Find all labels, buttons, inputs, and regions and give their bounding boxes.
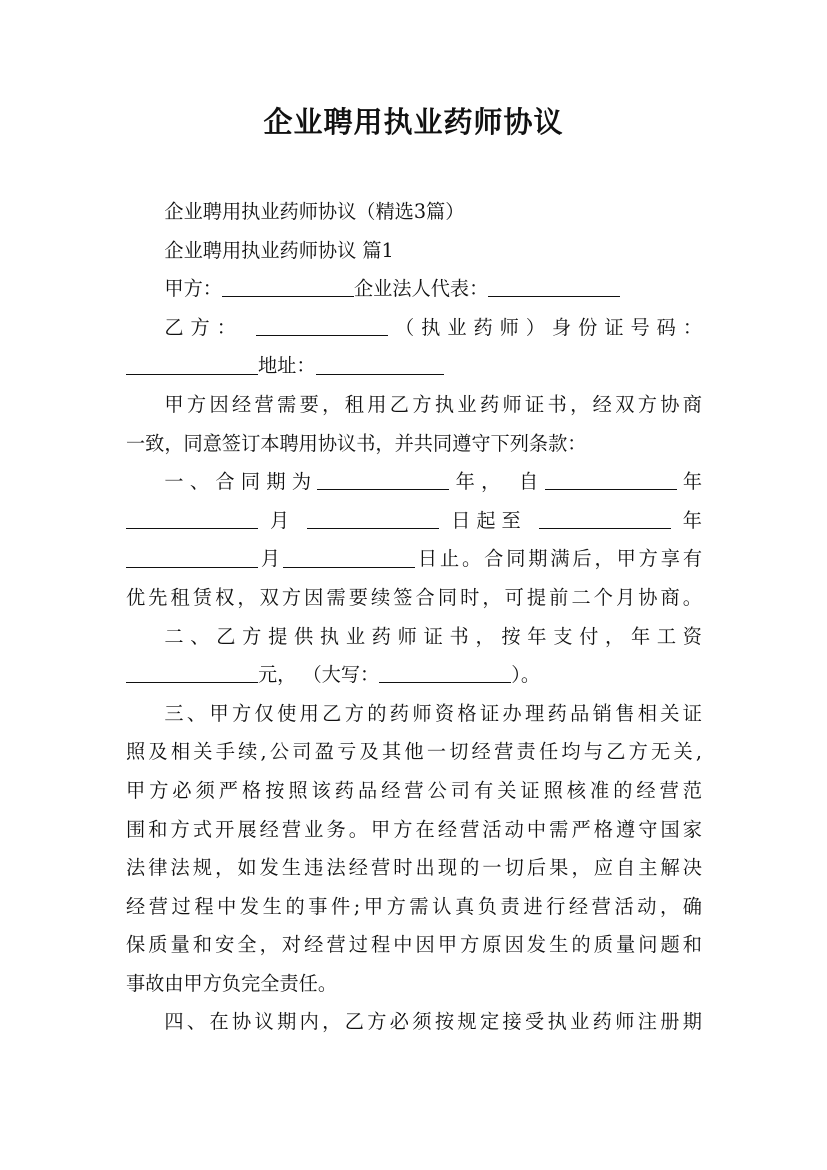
party-b-name-blank [256,316,388,336]
salary-capital-blank [379,663,511,683]
start-day-blank [307,509,439,529]
document-title: 企业聘用执业药师协议 [263,105,564,139]
legal-rep-blank [488,277,620,297]
clause-3-line-6: 经营过程中发生的事件;甲方需认真负责进行经营活动，确 [126,894,702,918]
clause-2-line-2: 元， （大写： ）。 [126,656,702,695]
clause-3-line-2: 照及相关手续,公司盈亏及其他一切经营责任均与乙方无关, [126,740,702,764]
id-number-blank [126,354,258,374]
clause-1-line-4: 优先租赁权，双方因需要续签合同时，可提前二个月协商。 [126,585,702,609]
party-a-line [126,270,702,309]
end-day-blank [283,547,415,567]
clause-1-line-2: 月 日起至 年 [126,502,702,541]
term-years-blank [317,470,449,490]
party-a-name-blank [222,277,354,297]
intro-line-2: 一致，同意签订本聘用协议书，并共同遵守下列条款： [126,431,587,455]
clause-1-line-1: 一、合同期为 年， 自 年 [164,470,703,494]
clause-3-line-7: 保质量和安全，对经营过程中因甲方原因发生的质量问题和 [126,933,702,957]
clause-3-line-1: 三、甲方仅使用乙方的药师资格证办理药品销售相关证 [164,701,702,725]
clause-4-line-1: 四、在协议期内，乙方必须按规定接受执业药师注册期 [164,1010,702,1034]
clause-1-line-3: 月 日止。合同期满后，甲方享有 [126,540,702,579]
start-month-blank [126,509,258,529]
pharmacist-id-label: （执业药师）身份证号码： [388,315,703,339]
clause-3-line-3: 甲方必须严格按照该药品经营公司有关证照核准的经营范 [126,778,702,802]
party-a-label: 甲方： [164,277,222,301]
clause-3-line-4: 围和方式开展经营业务。甲方在经营活动中需严格遵守国家 [126,817,702,841]
end-year-blank [539,509,671,529]
address-label: 地址： [258,354,316,378]
salary-blank [126,663,258,683]
clause-2-line-1: 二、乙方提供执业药师证书，按年支付，年工资 [164,624,702,648]
party-b-line [126,309,702,348]
subtitle: 企业聘用执业药师协议（精选3篇） [164,200,465,223]
start-year-blank [545,470,677,490]
party-b-label: 乙方： [164,315,243,339]
party-b-line-2 [126,347,702,386]
document-body [126,193,702,1042]
section-heading: 企业聘用执业药师协议 篇1 [164,238,394,262]
end-month-blank [126,547,258,567]
intro-line-1: 甲方因经营需要，租用乙方执业药师证书，经双方协商 [164,392,702,416]
clause-3-line-5: 法律法规，如发生违法经营时出现的一切后果，应自主解决 [126,856,702,880]
legal-rep-label: 企业法人代表： [353,277,489,301]
address-blank [316,354,444,374]
clause-3-line-8: 事故由甲方负完全责任。 [126,971,338,995]
